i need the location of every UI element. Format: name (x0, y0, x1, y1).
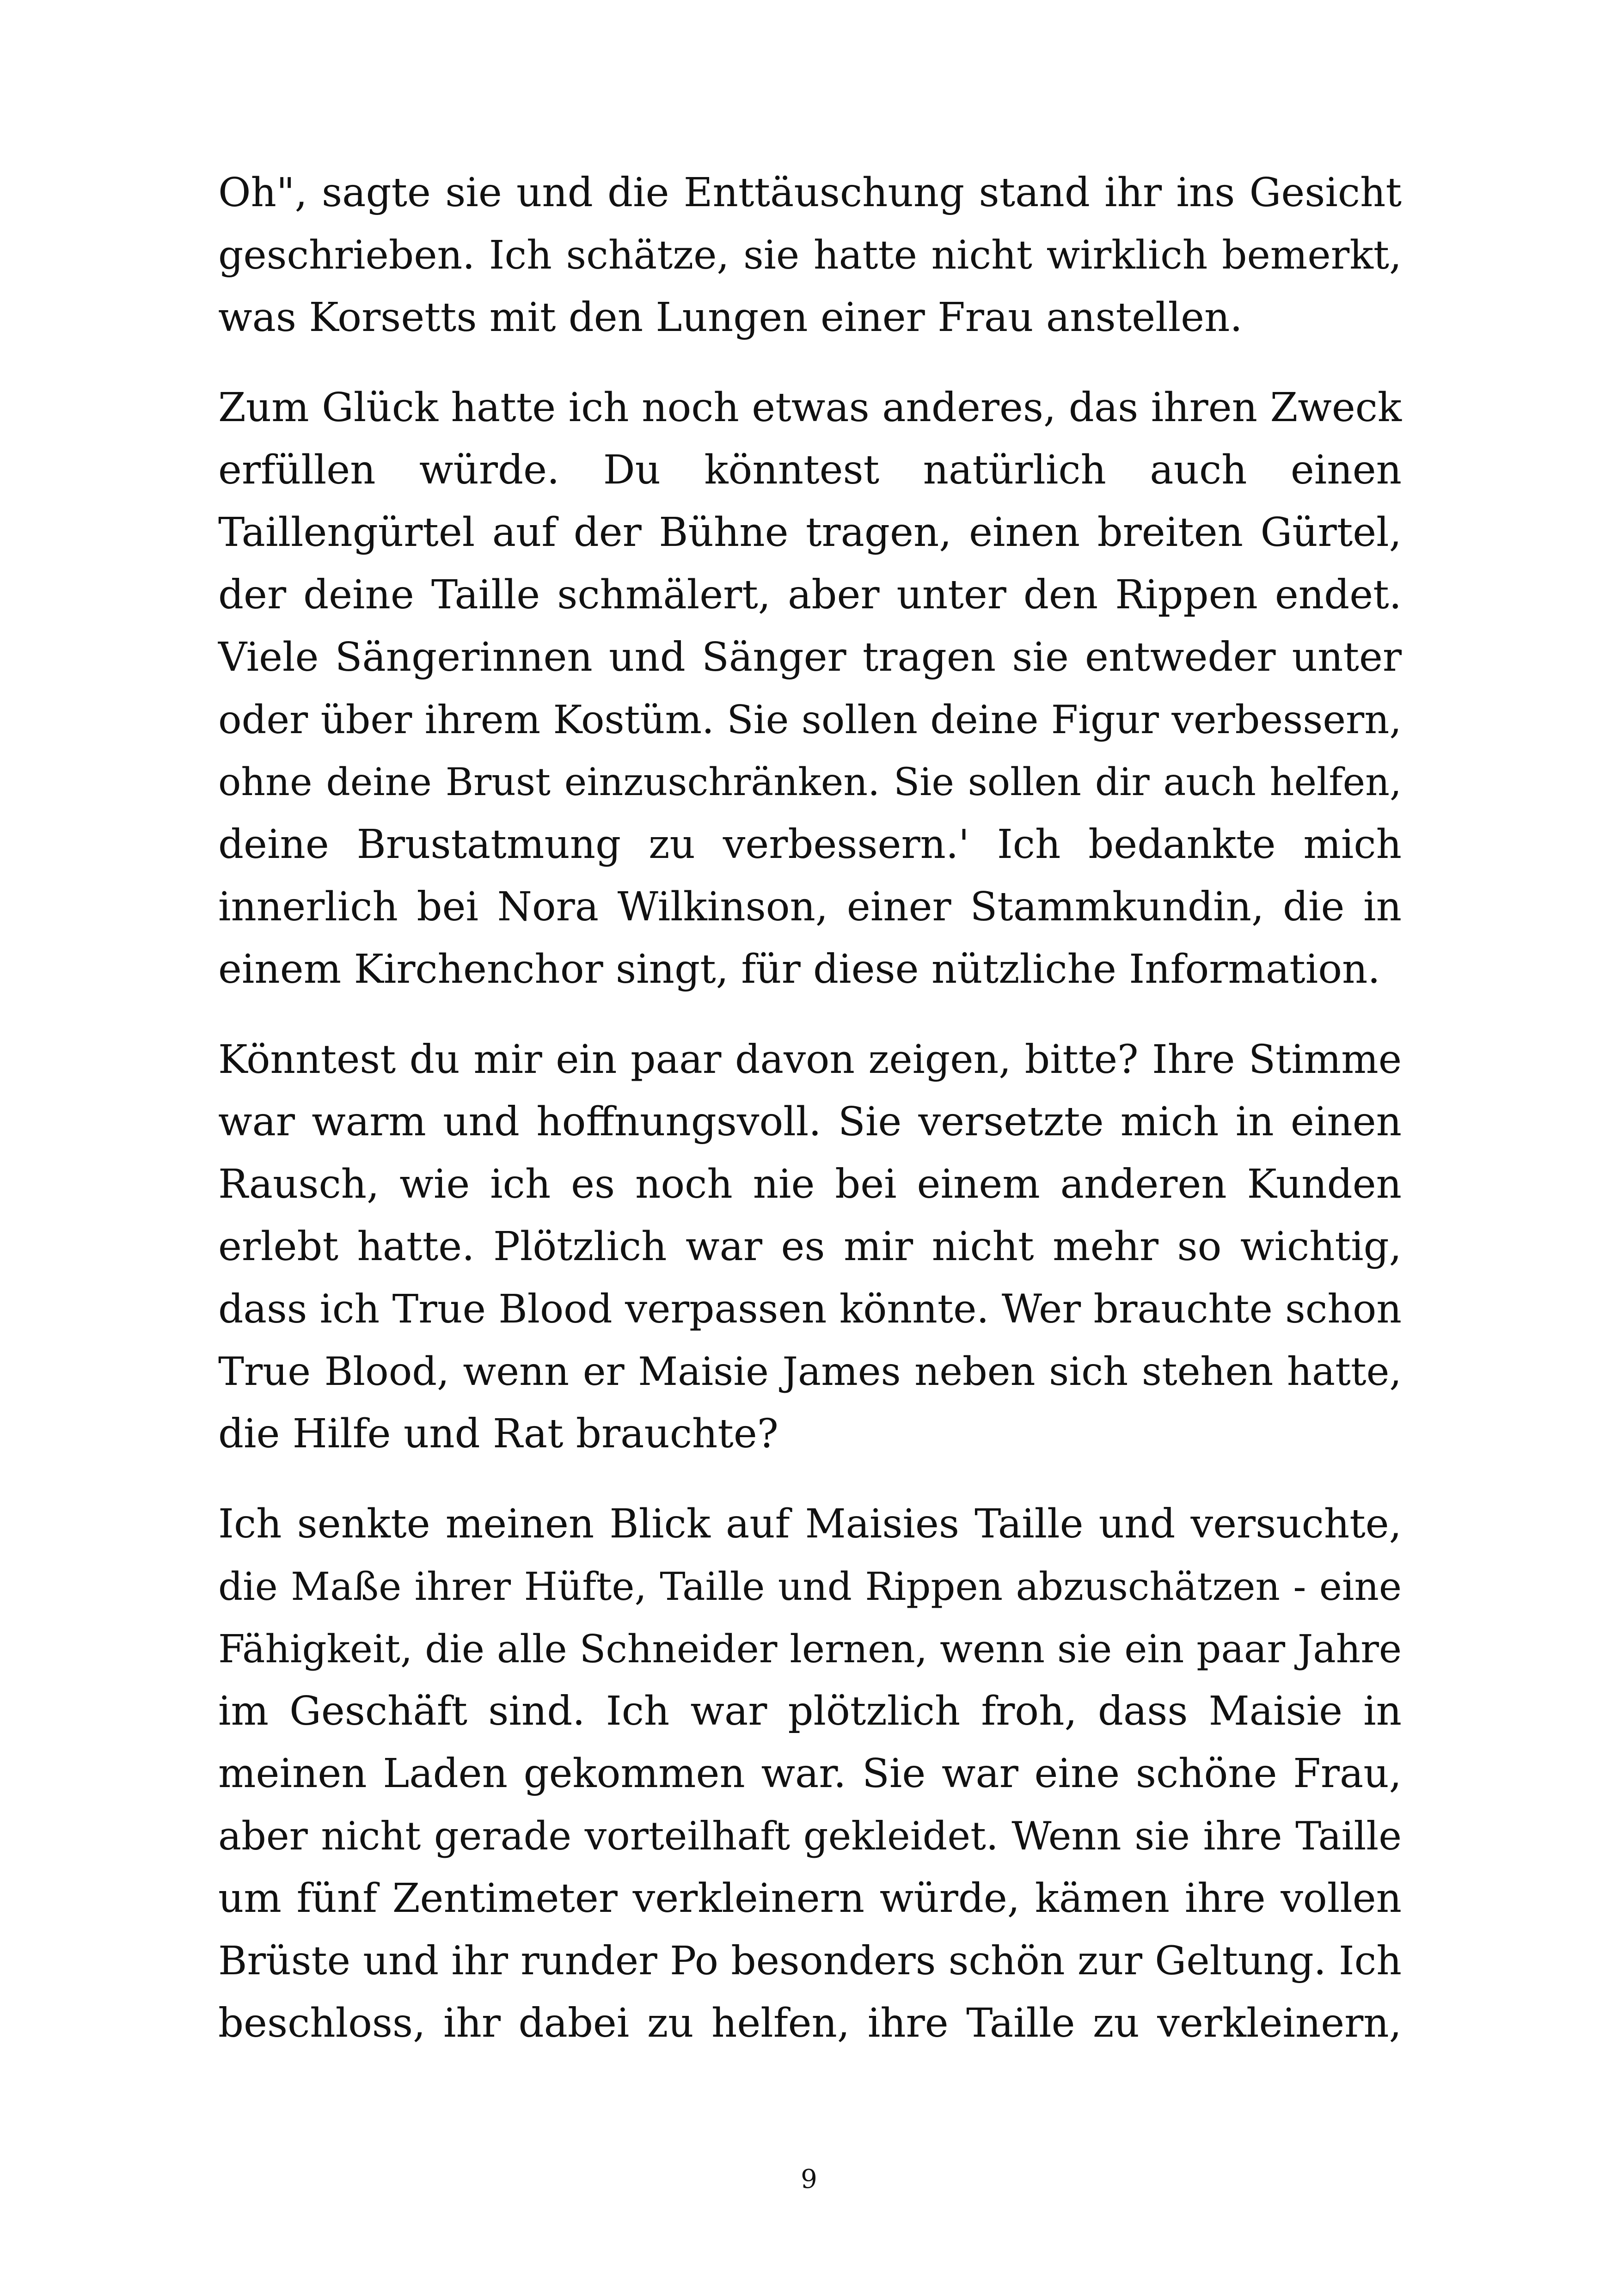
text-line: Könntest du mir ein paar davon zeigen, bitte? Ihre Stimme (218, 1037, 1402, 1083)
text-line: erfüllen würde. Du könntest natürlich auch einen (218, 447, 1402, 493)
text-line: Ich senkte meinen Blick auf Maisies Taille und versuchte, (218, 1501, 1402, 1547)
text-line: oder über ihrem Kostüm. Sie sollen deine Figur verbessern, (218, 697, 1402, 742)
text-line: Oh", sagte sie und die Enttäuschung stand ihr ins Gesicht (218, 170, 1402, 216)
paragraph (218, 1493, 1402, 2055)
text-line: Viele Sängerinnen und Sänger tragen sie entweder unter (218, 634, 1402, 680)
paragraph (218, 1029, 1402, 1465)
text-line: geschrieben. Ich schätze, sie hatte nicht wirklich bemerkt, (218, 233, 1402, 278)
text-line: meinen Laden gekommen war. Sie war eine schöne Frau, (218, 1751, 1402, 1797)
text-line: True Blood, wenn er Maisie James neben sich stehen hatte, (218, 1349, 1402, 1394)
text-line: um fünf Zentimeter verkleinern würde, kämen ihre vollen (218, 1875, 1402, 1922)
text-line: aber nicht gerade vorteilhaft gekleidet. Wenn sie ihre Taille (218, 1813, 1402, 1859)
text-line: die Hilfe und Rat brauchte? (218, 1411, 778, 1457)
text-line: Fähigkeit, die alle Schneider lernen, wenn sie ein paar Jahre (218, 1627, 1402, 1671)
text-line: Taillengürtel auf der Bühne tragen, einen breiten Gürtel, (218, 509, 1402, 556)
text-line: deine Brustatmung zu verbessern.' Ich bedankte mich (218, 821, 1402, 868)
text-line: war warm und hoffnungsvoll. Sie versetzte mich in einen (218, 1099, 1402, 1145)
page-number: 9 (801, 2164, 817, 2194)
text-line: Brüste und ihr runder Po besonders schön zur Geltung. Ich (218, 1938, 1402, 1984)
text-line: im Geschäft sind. Ich war plötzlich froh, dass Maisie in (218, 1688, 1402, 1734)
text-line: was Korsetts mit den Lungen einer Frau anstellen. (218, 294, 1243, 341)
text-line: Rausch, wie ich es noch nie bei einem anderen Kunden (218, 1161, 1402, 1207)
text-line: ohne deine Brust einzuschränken. Sie sollen dir auch helfen, (218, 760, 1402, 804)
text-line: beschloss, ihr dabei zu helfen, ihre Taille zu verkleinern, (218, 2000, 1402, 2046)
paragraph (218, 377, 1402, 1001)
text-line: die Maße ihrer Hüfte, Taille und Rippen abzuschätzen - eine (218, 1564, 1402, 1609)
text-line: der deine Taille schmälert, aber unter den Rippen endet. (218, 572, 1402, 618)
text-line: einem Kirchenchor singt, für diese nützliche Information. (218, 946, 1380, 992)
paragraph (218, 162, 1402, 349)
body-text (218, 162, 1402, 2082)
text-line: Zum Glück hatte ich noch etwas anderes, das ihren Zweck (218, 385, 1402, 431)
text-line: erlebt hatte. Plötzlich war es mir nicht mehr so wichtig, (218, 1224, 1402, 1270)
text-line: dass ich True Blood verpassen könnte. Wer brauchte schon (218, 1286, 1402, 1332)
text-line: innerlich bei Nora Wilkinson, einer Stammkundin, die in (218, 884, 1402, 930)
